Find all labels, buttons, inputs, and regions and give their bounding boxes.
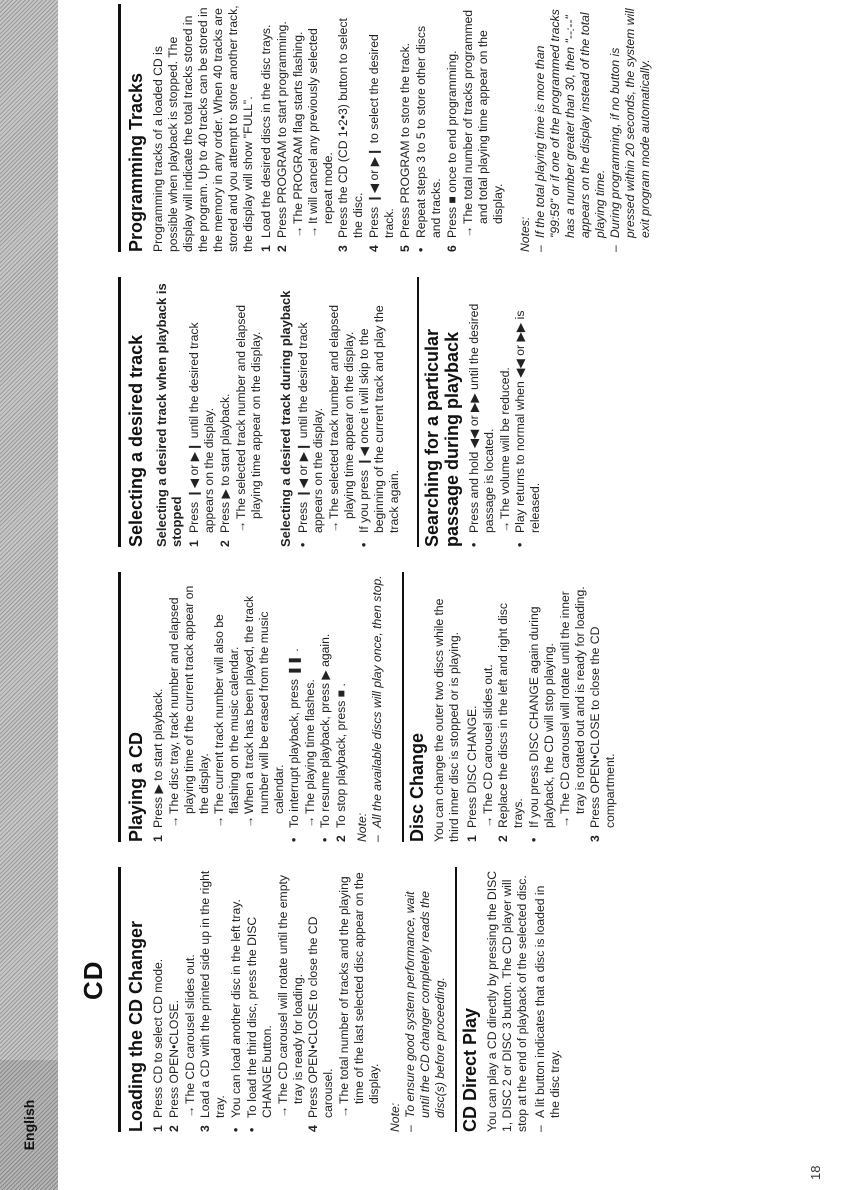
subheading-during-playback: Selecting a desired track during playback [278, 290, 293, 547]
page-number: 18 [808, 1165, 823, 1180]
step: 2 Press ▶ to start playback. [218, 393, 232, 547]
bullet: • If you press DISC CHANGE again during playback, the CD will stop playing. [527, 606, 556, 842]
step: 6 Press ■ once to end programming. [445, 50, 459, 252]
note-label: Note: [388, 1102, 402, 1132]
header-strip [0, 0, 58, 1190]
bullet: • If you press ❙◀ once it will skip to the beginning of the current track and play the track again. [357, 305, 401, 547]
bullet: • Press and hold ◀◀ or ▶▶ until the desired passage is located. [467, 303, 496, 547]
heading-disc-change: Disc Change [407, 732, 427, 842]
section-title: CD [78, 960, 108, 1000]
bullet: • Play returns to normal when ◀◀ or ▶▶ is released. [513, 310, 542, 547]
bullet: • To resume playback, press ▶ again. [318, 633, 332, 842]
result: → The volume will be reduced. [498, 367, 512, 533]
step: 1 Load the desired discs in the disc trays. [259, 24, 273, 252]
step: 2 To stop playback, press ■ . [334, 683, 348, 842]
column-programming [126, 4, 653, 252]
note: – All the available discs will play once, then stop. [370, 575, 384, 842]
bullet: • To interrupt playback, press ❚❚ . [287, 648, 301, 842]
step: 3 Load a CD with the printed side up in the right tray. [198, 870, 227, 1132]
heading-loading: Loading the CD Changer [126, 921, 146, 1132]
heading-direct-play: CD Direct Play [460, 1007, 480, 1132]
heading-searching: Searching for a particular passage during playback [422, 328, 462, 547]
column-playing [126, 572, 619, 842]
result: → When a track has been played, the track number will be erased from the music calendar. [242, 595, 286, 828]
result: → The total number of tracks programmed and total playing time appear on the display. [461, 9, 505, 238]
note: – During programming, if no button is pressed within 20 seconds, the system will exit program mode automatically. [608, 8, 652, 252]
result: → The CD carousel slides out. [183, 954, 197, 1118]
step: 5 Press PROGRAM to store the track. [398, 42, 412, 252]
step: 4 Press OPEN•CLOSE to close the CD carousel. [306, 916, 335, 1132]
step: 2 Replace the discs in the left and right disc trays. [496, 603, 525, 842]
note: – To ensure good system performance, wait until the CD changer completely reads the disc(s) before proceeding. [403, 891, 447, 1132]
bullet: • Press ❙◀ or ▶❙ until the desired track appears on the display. [296, 322, 325, 547]
subheading-stopped: Selecting a desired track when playback is stopped [154, 283, 184, 547]
result: → The disc tray, track number and elapsed playing time of the current track appear on the display. [167, 585, 211, 828]
bullet: • To load the third disc, press the DISC CHANGE button. [245, 916, 274, 1132]
result: → The selected track number and elapsed playing time appear on the display. [327, 304, 356, 533]
result: → The total number of tracks and the playing time of the last selected disc appear on the display. [337, 872, 381, 1118]
note: – If the total playing time is more than "99:59" or if one of the programmed tracks has a number greater than 30, then "--:--" appears on the display instead of the total playing time. [533, 9, 607, 252]
language-tab: English [0, 1060, 58, 1190]
subsection-disc-change [407, 572, 618, 842]
result: → The current track number will also be flashing on the music calendar. [212, 614, 241, 828]
heading-selecting: Selecting a desired track [126, 334, 146, 547]
result: → It will cancel any previously selected repeat mode. [306, 28, 335, 238]
heading-playing: Playing a CD [126, 731, 146, 842]
step: 3 Press OPEN•CLOSE to close the CD compartment. [588, 626, 617, 842]
column-loading [126, 867, 563, 1132]
subsection-searching [422, 277, 543, 547]
notes-label: Notes: [518, 216, 532, 252]
heading-programming: Programming Tracks [126, 72, 146, 252]
subsection-direct-play [460, 867, 563, 1132]
result: → The playing time flashes. [303, 679, 317, 828]
result: → The CD carousel will rotate until the inner tray is rotated out and is ready for loading. [558, 586, 587, 828]
paragraph: You can change the outer two discs while the third inner disc is stopped or is playing. [432, 598, 461, 842]
column-selecting [126, 277, 544, 547]
paragraph: You can play a CD directly by pressing the DISC 1, DISC 2 or DISC 3 button. The CD player will stop at the end of playback of the selected disc. [485, 870, 529, 1132]
result: → The selected track number and elapsed playing time appear on the display. [234, 304, 263, 533]
step: 1 Press ❙◀ or ▶❙ until the desired track appears on the display. [187, 322, 216, 547]
step: 1 Press DISC CHANGE. [465, 705, 479, 842]
note-label: Note: [355, 812, 369, 842]
result: → The CD carousel will rotate until the empty tray is ready for loading. [276, 875, 305, 1118]
bullet: • You can load another disc in the left tray. [229, 899, 243, 1132]
result: → The PROGRAM flag starts flashing. [291, 31, 305, 238]
step: 2 Press PROGRAM to start programming. [275, 21, 289, 252]
result: → The CD carousel slides out. [481, 664, 495, 828]
note: – A lit button indicates that a disc is loaded in the disc tray. [533, 885, 562, 1132]
step: 3 Press the CD (CD 1•2•3) button to select the disc. [336, 18, 365, 252]
paragraph: Programming tracks of a loaded CD is possible when playback is stopped. The display will indicate the total tracks stored in the program. Up to 40 tracks can be stored in the memory in any order. When 40 tracks are stored and you attempt to store another track, the display will show "FULL". [151, 5, 255, 252]
step: 1 Press ▶ to start playback. [151, 688, 165, 842]
step: 2 Press OPEN•CLOSE. [167, 999, 181, 1132]
step: 4 Press ❙◀ or ▶❙ to select the desired track. [367, 34, 396, 252]
bullet: • Repeat steps 3 to 5 to store other discs and tracks. [414, 25, 443, 252]
step: 1 Press CD to select CD mode. [151, 958, 165, 1132]
